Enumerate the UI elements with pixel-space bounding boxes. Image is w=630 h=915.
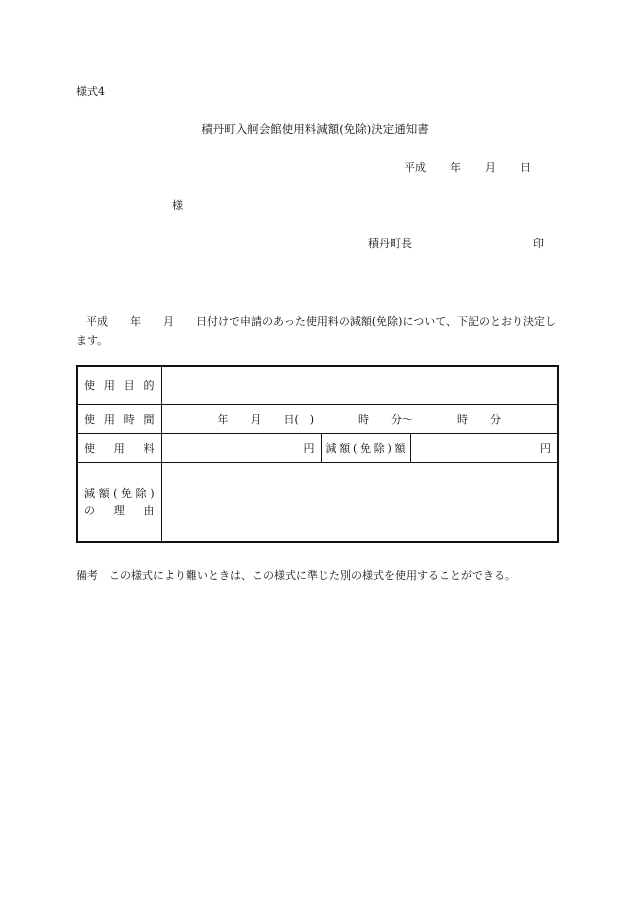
reduction-unit: 円 xyxy=(410,433,558,462)
addressee-suffix: 様 xyxy=(172,199,183,212)
reduction-label: 減額(免除)額 xyxy=(321,433,410,462)
issuer-name: 積丹町長 xyxy=(368,237,412,250)
purpose-label: 使用目的 xyxy=(77,366,161,404)
date-month-unit: 月 xyxy=(485,161,496,174)
time-row xyxy=(77,404,558,433)
reason-label xyxy=(77,462,161,542)
reason-value xyxy=(161,462,558,542)
date-era: 平成 xyxy=(404,161,426,174)
date-year-unit: 年 xyxy=(450,161,461,174)
reason-label-line1: 減額(免除) xyxy=(84,486,155,500)
purpose-row xyxy=(77,366,558,404)
fee-unit: 円 xyxy=(161,433,321,462)
document-title: 積丹町入舸会館使用料減額(免除)決定通知書 xyxy=(201,122,429,136)
time-value: 年 月 日( ) 時 分～ 時 分 xyxy=(161,404,558,433)
date-line xyxy=(404,162,531,173)
purpose-value xyxy=(161,366,558,404)
remarks-note: 備考 この様式により難いときは、この様式に準じた別の様式を使用することができる。 xyxy=(76,569,516,582)
reason-label-line2: の理由 xyxy=(84,503,155,517)
fee-row xyxy=(77,433,558,462)
date-day-unit: 日 xyxy=(520,161,531,174)
reason-row xyxy=(77,462,558,542)
form-number: 様式4 xyxy=(76,85,105,98)
usage-details-table xyxy=(76,365,559,543)
time-label: 使用時間 xyxy=(77,404,161,433)
fee-label: 使用料 xyxy=(77,433,161,462)
seal-mark: 印 xyxy=(533,237,544,250)
notice-body: 平成 年 月 日付けで申請のあった使用料の減額(免除)について、下記のとおり決定します。 xyxy=(76,315,557,347)
